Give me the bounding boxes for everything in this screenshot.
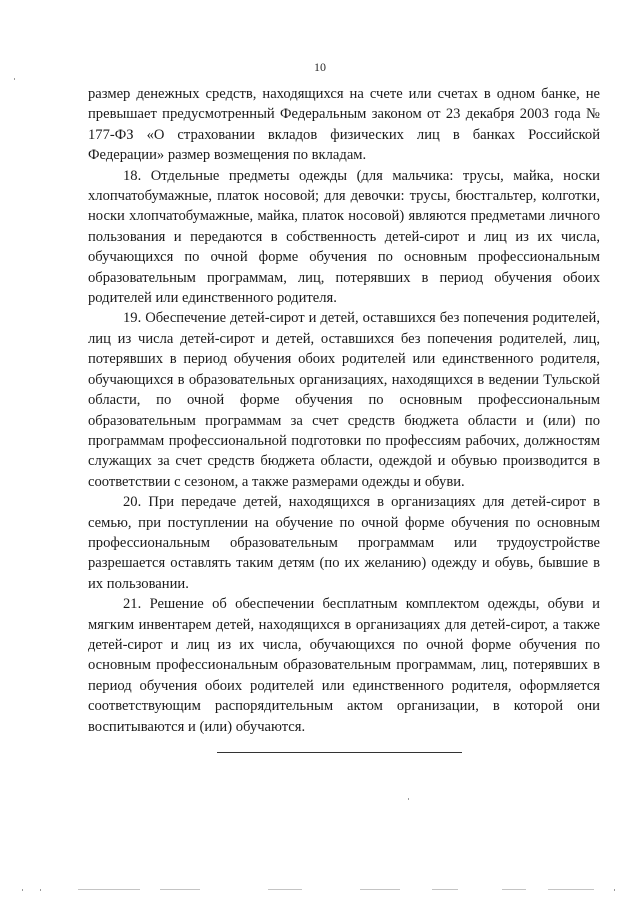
scan-artifact-line xyxy=(360,889,400,890)
scan-artifact-dot xyxy=(40,889,41,891)
scan-artifact-line xyxy=(78,889,140,890)
page-number: 10 xyxy=(314,60,326,74)
paragraph-20: 20. При передаче детей, находящихся в организациях для детей-сирот в семью, при поступлении на обучение по очной форме обучения по основным профессиональным образовательным программам или трудоустройстве разрешается оставлять таким детям (по их желанию) одежду и обувь, бывшие в их пользовании. xyxy=(88,494,600,592)
scan-artifact-line xyxy=(548,889,594,890)
scan-artifact-line xyxy=(502,889,526,890)
paragraph-19: 19. Обеспечение детей-сирот и детей, оставшихся без попечения родителей, лиц из числа детей-сирот и детей, оставшихся без попечения родителей, лиц, потерявших в период обучения обоих родителей или единственного родителя, обучающихся в образовательных организациях, находящихся в ведении Тульской области, по очной форме обучения по основным профессиональным образовательным программам за счет средств бюджета области и (или) по программам профессиональной подготовки по профессиям рабочих, должностям служащих за счет средств бюджета области, одеждой и обувью производится в соответствии с сезоном, а также размерами одежды и обуви. xyxy=(88,310,600,490)
paragraph-18: 18. Отдельные предметы одежды (для мальчика: трусы, майка, носки хлопчатобумажные, платок носовой; для девочки: трусы, бюстгальтер, колготки, носки хлопчатобумажные, майка, платок носовой) являются предметами личного пользования и передаются в собственность детей-сирот и лиц из их числа, обучающихся по очной форме обучения по основным профессиональным образовательным программам, лиц, потерявших в период обучения обоих родителей или единственного родителя. xyxy=(88,167,600,307)
paragraph-21: 21. Решение об обеспечении бесплатным комплектом одежды, обуви и мягким инвентарем детей, находящихся в организациях для детей-сирот, а также детей-сирот и лиц из их числа, обучающихся по очной форме обучения по основным профессиональным образовательным программам, лиц, потерявших в период обучения обоих родителей или единственного родителя, оформляется соответствующим распорядительным актом организации, в которой они воспитываются и (или) обучаются. xyxy=(88,596,600,735)
scan-artifact-dot xyxy=(408,798,409,800)
scan-artifact-line xyxy=(432,889,458,890)
scan-artifact-dot xyxy=(22,889,23,891)
document-body xyxy=(88,84,600,737)
closing-divider-line xyxy=(217,752,462,753)
scan-artifact-line xyxy=(160,889,200,890)
paragraph-continuation: размер денежных средств, находящихся на счете или счетах в одном банке, не превышает предусмотренный Федеральным законом от 23 декабря 2003 года № 177-ФЗ «О страховании вкладов физических лиц в банках Российской Федерации» размер возмещения по вкладам. xyxy=(88,86,600,164)
scan-artifact-dot xyxy=(614,889,615,891)
scan-artifact-line xyxy=(268,889,302,890)
scan-artifact-dot xyxy=(14,78,15,80)
